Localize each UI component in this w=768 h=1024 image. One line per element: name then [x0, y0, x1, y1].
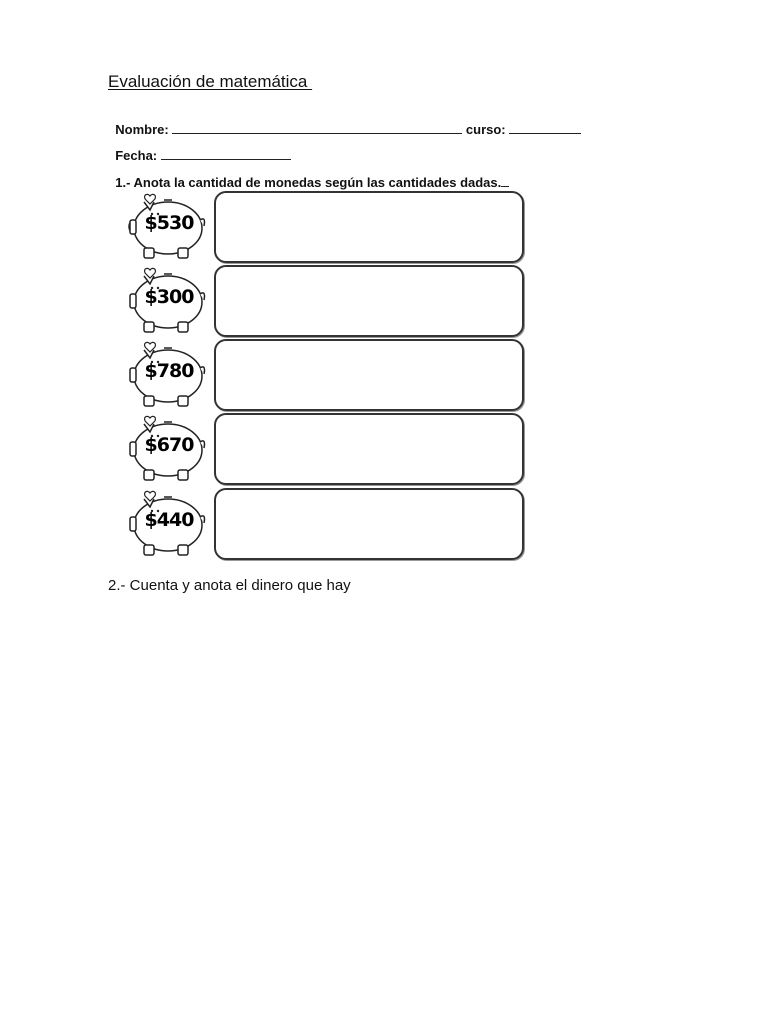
curso-blank[interactable] [509, 121, 581, 134]
fecha-label: Fecha: [115, 148, 161, 163]
answer-box[interactable] [214, 413, 524, 485]
question-1-text: 1.- Anota la cantidad de monedas según las cantidades dadas. [115, 175, 502, 190]
money-row-2 [122, 264, 532, 338]
amount-label: $530 [144, 212, 194, 234]
answer-box[interactable] [214, 265, 524, 337]
nombre-label: Nombre: [115, 122, 173, 137]
money-row-5 [122, 487, 532, 561]
piggy-bank-icon [122, 487, 208, 561]
piggy-bank-icon [122, 338, 208, 412]
amount-label: $780 [144, 360, 194, 382]
money-row-3 [122, 338, 532, 412]
piggy-bank-icon [122, 412, 208, 486]
amount-label: $670 [144, 434, 194, 456]
question-1 [108, 159, 509, 190]
question-1-underline [501, 174, 509, 187]
answer-box[interactable] [214, 191, 524, 263]
curso-label: curso: [462, 122, 510, 137]
money-row-1 [122, 190, 532, 264]
piggy-bank-icon [122, 264, 208, 338]
question-2-text: 2.- Cuenta y anota el dinero que hay [108, 577, 351, 594]
answer-box[interactable] [214, 339, 524, 411]
money-row-4 [122, 412, 532, 486]
answer-box[interactable] [214, 488, 524, 560]
piggy-bank-icon [122, 190, 208, 264]
amount-label: $300 [144, 286, 194, 308]
page-title: Evaluación de matemática [108, 72, 313, 91]
amount-label: $440 [144, 509, 194, 531]
